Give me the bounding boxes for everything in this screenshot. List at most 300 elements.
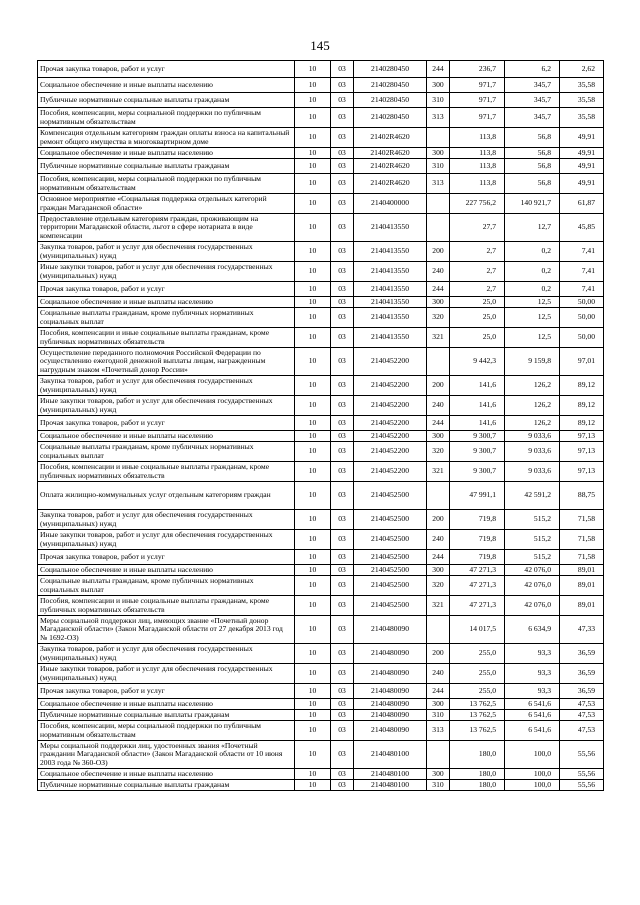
table-row (38, 482, 604, 510)
cell-expense-type: 313 (427, 174, 450, 194)
cell-section: 03 (331, 242, 354, 262)
cell-name: Прочая закупка товаров, работ и услуг (38, 684, 295, 699)
cell-fact: 42 591,2 (505, 482, 560, 510)
cell-plan: 13 762,5 (450, 699, 505, 710)
cell-section: 03 (331, 376, 354, 396)
cell-fact: 345,7 (505, 93, 560, 108)
cell-ved: 10 (295, 644, 331, 664)
cell-expense-type: 200 (427, 644, 450, 664)
cell-fact: 9 033,6 (505, 442, 560, 462)
cell-section: 03 (331, 530, 354, 550)
cell-expense-type: 321 (427, 596, 450, 616)
table-row (38, 376, 604, 396)
cell-expense-type: 300 (427, 78, 450, 93)
cell-expense-type: 200 (427, 510, 450, 530)
cell-section: 03 (331, 328, 354, 348)
cell-ved: 10 (295, 376, 331, 396)
cell-expense-type: 321 (427, 462, 450, 482)
cell-target-article: 2140480100 (354, 780, 427, 791)
cell-expense-type: 240 (427, 396, 450, 416)
cell-fact: 0,2 (505, 242, 560, 262)
cell-section: 03 (331, 308, 354, 328)
table-row (38, 416, 604, 431)
cell-fact: 42 076,0 (505, 596, 560, 616)
cell-expense-type: 240 (427, 262, 450, 282)
cell-name: Прочая закупка товаров, работ и услуг (38, 416, 295, 431)
cell-name: Оплата жилищно-коммунальных услуг отдельным категориям граждан (38, 482, 295, 510)
cell-ved: 10 (295, 482, 331, 510)
cell-name: Социальные выплаты гражданам, кроме публичных нормативных социальных выплат (38, 576, 295, 596)
cell-expense-type: 244 (427, 282, 450, 297)
cell-section: 03 (331, 78, 354, 93)
cell-section: 03 (331, 416, 354, 431)
table-row (38, 710, 604, 721)
cell-name: Публичные нормативные социальные выплаты гражданам (38, 780, 295, 791)
cell-plan: 227 756,2 (450, 194, 505, 214)
cell-ved: 10 (295, 442, 331, 462)
table-row (38, 684, 604, 699)
cell-name: Основное мероприятие «Социальная поддержка отдельных категорий граждан Магаданской области» (38, 194, 295, 214)
cell-percent: 97,01 (560, 348, 604, 376)
table-row (38, 78, 604, 93)
cell-target-article: 2140452200 (354, 396, 427, 416)
cell-ved: 10 (295, 328, 331, 348)
table-row (38, 616, 604, 644)
cell-percent: 36,59 (560, 684, 604, 699)
cell-name: Пособия, компенсации и иные социальные выплаты гражданам, кроме публичных нормативных обязательств (38, 462, 295, 482)
cell-expense-type: 244 (427, 416, 450, 431)
cell-fact: 56,8 (505, 159, 560, 174)
cell-target-article: 2140480090 (354, 699, 427, 710)
cell-target-article: 2140452500 (354, 510, 427, 530)
cell-target-article: 21402R4620 (354, 128, 427, 148)
cell-ved: 10 (295, 741, 331, 769)
cell-target-article: 2140280450 (354, 61, 427, 78)
cell-fact: 56,8 (505, 128, 560, 148)
cell-plan: 13 762,5 (450, 710, 505, 721)
cell-percent: 35,58 (560, 93, 604, 108)
cell-plan: 255,0 (450, 684, 505, 699)
cell-percent: 97,13 (560, 431, 604, 442)
cell-fact: 140 921,7 (505, 194, 560, 214)
cell-fact: 345,7 (505, 78, 560, 93)
table-row (38, 348, 604, 376)
cell-percent: 7,41 (560, 242, 604, 262)
cell-name: Социальное обеспечение и иные выплаты населению (38, 699, 295, 710)
cell-fact: 100,0 (505, 741, 560, 769)
table-row (38, 174, 604, 194)
cell-fact: 100,0 (505, 780, 560, 791)
cell-target-article: 2140452200 (354, 462, 427, 482)
table-row (38, 214, 604, 242)
cell-name: Закупка товаров, работ и услуг для обеспечения государственных (муниципальных) нужд (38, 242, 295, 262)
cell-section: 03 (331, 214, 354, 242)
cell-plan: 113,8 (450, 174, 505, 194)
cell-expense-type: 300 (427, 699, 450, 710)
cell-target-article: 2140480090 (354, 664, 427, 684)
cell-section: 03 (331, 550, 354, 565)
cell-expense-type: 240 (427, 530, 450, 550)
cell-plan: 13 762,5 (450, 721, 505, 741)
cell-section: 03 (331, 616, 354, 644)
cell-name: Прочая закупка товаров, работ и услуг (38, 61, 295, 78)
cell-section: 03 (331, 93, 354, 108)
cell-percent: 61,87 (560, 194, 604, 214)
cell-percent: 49,91 (560, 174, 604, 194)
cell-ved: 10 (295, 530, 331, 550)
cell-percent: 7,41 (560, 262, 604, 282)
cell-plan: 2,7 (450, 282, 505, 297)
cell-target-article: 2140452500 (354, 530, 427, 550)
cell-target-article: 21402R4620 (354, 174, 427, 194)
cell-plan: 719,8 (450, 550, 505, 565)
cell-ved: 10 (295, 616, 331, 644)
cell-expense-type: 320 (427, 308, 450, 328)
cell-target-article: 2140413550 (354, 214, 427, 242)
cell-expense-type: 300 (427, 769, 450, 780)
cell-target-article: 2140480090 (354, 616, 427, 644)
cell-expense-type: 200 (427, 242, 450, 262)
cell-ved: 10 (295, 282, 331, 297)
cell-target-article: 2140480100 (354, 769, 427, 780)
cell-fact: 93,3 (505, 664, 560, 684)
cell-target-article: 2140413550 (354, 262, 427, 282)
cell-fact: 6 541,6 (505, 699, 560, 710)
cell-plan: 25,0 (450, 328, 505, 348)
cell-percent: 71,58 (560, 530, 604, 550)
cell-percent: 49,91 (560, 128, 604, 148)
cell-ved: 10 (295, 78, 331, 93)
cell-percent: 55,56 (560, 741, 604, 769)
table-row (38, 282, 604, 297)
cell-target-article: 2140452500 (354, 565, 427, 576)
cell-name: Социальное обеспечение и иные выплаты населению (38, 769, 295, 780)
cell-section: 03 (331, 684, 354, 699)
cell-target-article: 2140452200 (354, 376, 427, 396)
cell-target-article: 2140452500 (354, 550, 427, 565)
cell-ved: 10 (295, 664, 331, 684)
table-row (38, 442, 604, 462)
cell-name: Публичные нормативные социальные выплаты гражданам (38, 159, 295, 174)
cell-section: 03 (331, 128, 354, 148)
cell-fact: 345,7 (505, 108, 560, 128)
cell-plan: 25,0 (450, 308, 505, 328)
cell-section: 03 (331, 565, 354, 576)
cell-name: Социальное обеспечение и иные выплаты населению (38, 78, 295, 93)
cell-plan: 9 300,7 (450, 462, 505, 482)
cell-section: 03 (331, 462, 354, 482)
cell-section: 03 (331, 576, 354, 596)
cell-expense-type: 300 (427, 297, 450, 308)
cell-fact: 515,2 (505, 510, 560, 530)
table-body (38, 61, 604, 791)
cell-ved: 10 (295, 596, 331, 616)
cell-expense-type (427, 348, 450, 376)
cell-ved: 10 (295, 262, 331, 282)
cell-ved: 10 (295, 308, 331, 328)
cell-name: Публичные нормативные социальные выплаты гражданам (38, 710, 295, 721)
cell-name: Иные закупки товаров, работ и услуг для обеспечения государственных (муниципальных) нужд (38, 396, 295, 416)
cell-percent: 88,75 (560, 482, 604, 510)
cell-percent: 89,12 (560, 416, 604, 431)
cell-target-article: 2140452200 (354, 348, 427, 376)
cell-fact: 6,2 (505, 61, 560, 78)
cell-fact: 126,2 (505, 416, 560, 431)
cell-ved: 10 (295, 565, 331, 576)
cell-expense-type: 313 (427, 108, 450, 128)
budget-table (37, 60, 604, 791)
cell-section: 03 (331, 194, 354, 214)
cell-target-article: 2140413550 (354, 328, 427, 348)
cell-ved: 10 (295, 214, 331, 242)
cell-fact: 42 076,0 (505, 576, 560, 596)
cell-percent: 47,53 (560, 699, 604, 710)
cell-name: Иные закупки товаров, работ и услуг для обеспечения государственных (муниципальных) нужд (38, 262, 295, 282)
cell-section: 03 (331, 348, 354, 376)
table-row (38, 128, 604, 148)
cell-plan: 113,8 (450, 159, 505, 174)
cell-percent: 35,58 (560, 108, 604, 128)
cell-percent: 71,58 (560, 510, 604, 530)
cell-percent: 55,56 (560, 769, 604, 780)
cell-fact: 93,3 (505, 684, 560, 699)
cell-target-article: 21402R4620 (354, 159, 427, 174)
cell-plan: 971,7 (450, 93, 505, 108)
cell-target-article: 2140480090 (354, 684, 427, 699)
cell-plan: 141,6 (450, 396, 505, 416)
cell-expense-type (427, 214, 450, 242)
cell-percent: 50,00 (560, 297, 604, 308)
cell-fact: 9 033,6 (505, 431, 560, 442)
cell-target-article: 2140280450 (354, 78, 427, 93)
table-row (38, 61, 604, 78)
cell-name: Прочая закупка товаров, работ и услуг (38, 550, 295, 565)
cell-ved: 10 (295, 550, 331, 565)
cell-expense-type (427, 482, 450, 510)
cell-fact: 12,5 (505, 308, 560, 328)
cell-fact: 126,2 (505, 376, 560, 396)
cell-expense-type: 310 (427, 159, 450, 174)
table-row (38, 550, 604, 565)
cell-target-article: 2140452200 (354, 431, 427, 442)
cell-percent: 97,13 (560, 462, 604, 482)
cell-section: 03 (331, 431, 354, 442)
cell-percent: 49,91 (560, 159, 604, 174)
cell-target-article: 2140452500 (354, 576, 427, 596)
table-row (38, 396, 604, 416)
table-row (38, 148, 604, 159)
cell-percent: 89,01 (560, 596, 604, 616)
cell-plan: 2,7 (450, 262, 505, 282)
cell-target-article: 2140413550 (354, 297, 427, 308)
table-row (38, 308, 604, 328)
table-row (38, 644, 604, 664)
cell-ved: 10 (295, 194, 331, 214)
table-row (38, 741, 604, 769)
cell-ved: 10 (295, 297, 331, 308)
cell-name: Пособия, компенсации и иные социальные выплаты гражданам, кроме публичных нормативных обязательств (38, 596, 295, 616)
cell-section: 03 (331, 482, 354, 510)
cell-section: 03 (331, 297, 354, 308)
cell-ved: 10 (295, 780, 331, 791)
cell-fact: 515,2 (505, 550, 560, 565)
cell-plan: 180,0 (450, 769, 505, 780)
table-row (38, 242, 604, 262)
cell-ved: 10 (295, 396, 331, 416)
cell-expense-type: 244 (427, 61, 450, 78)
page-number: 145 (310, 38, 330, 53)
cell-section: 03 (331, 61, 354, 78)
cell-expense-type: 321 (427, 328, 450, 348)
cell-target-article: 21402R4620 (354, 148, 427, 159)
cell-name: Публичные нормативные социальные выплаты гражданам (38, 93, 295, 108)
cell-ved: 10 (295, 93, 331, 108)
table-row (38, 780, 604, 791)
cell-plan: 113,8 (450, 128, 505, 148)
cell-name: Пособия, компенсации, меры социальной поддержки по публичным нормативным обязательствам (38, 174, 295, 194)
cell-plan: 255,0 (450, 664, 505, 684)
cell-fact: 6 541,6 (505, 710, 560, 721)
cell-target-article: 2140452500 (354, 596, 427, 616)
cell-expense-type: 244 (427, 550, 450, 565)
cell-name: Осуществление переданного полномочия Российской Федерации по осуществлению ежегодной денежной выплаты лицам, награжденным нагрудным знаком «Почетный донор России» (38, 348, 295, 376)
cell-plan: 141,6 (450, 416, 505, 431)
cell-percent: 89,01 (560, 576, 604, 596)
cell-fact: 42 076,0 (505, 565, 560, 576)
cell-expense-type: 320 (427, 576, 450, 596)
cell-name: Пособия, компенсации, меры социальной поддержки по публичным нормативным обязательствам (38, 108, 295, 128)
cell-target-article: 2140413550 (354, 282, 427, 297)
cell-name: Социальное обеспечение и иные выплаты населению (38, 565, 295, 576)
cell-plan: 47 271,3 (450, 565, 505, 576)
cell-target-article: 2140480090 (354, 710, 427, 721)
cell-ved: 10 (295, 721, 331, 741)
cell-expense-type: 300 (427, 148, 450, 159)
table-row (38, 194, 604, 214)
cell-target-article: 2140480090 (354, 644, 427, 664)
cell-section: 03 (331, 780, 354, 791)
cell-plan: 971,7 (450, 78, 505, 93)
cell-name: Компенсация отдельным категориям граждан оплаты взноса на капитальный ремонт общего имущества в многоквартирном доме (38, 128, 295, 148)
cell-fact: 515,2 (505, 530, 560, 550)
cell-plan: 971,7 (450, 108, 505, 128)
cell-name: Меры социальной поддержки лиц, имеющих звание «Почетный донор Магаданской области» (Закон Магаданской области от 27 декабря 2013 год № 1692-ОЗ) (38, 616, 295, 644)
cell-target-article: 2140480090 (354, 721, 427, 741)
cell-percent: 50,00 (560, 308, 604, 328)
cell-section: 03 (331, 721, 354, 741)
cell-percent: 55,56 (560, 780, 604, 791)
cell-expense-type: 310 (427, 710, 450, 721)
cell-plan: 719,8 (450, 510, 505, 530)
cell-expense-type (427, 128, 450, 148)
cell-fact: 6 541,6 (505, 721, 560, 741)
cell-target-article: 2140452500 (354, 482, 427, 510)
cell-percent: 89,12 (560, 376, 604, 396)
cell-expense-type: 300 (427, 565, 450, 576)
table-row (38, 297, 604, 308)
cell-expense-type (427, 741, 450, 769)
table-row (38, 93, 604, 108)
cell-ved: 10 (295, 348, 331, 376)
cell-ved: 10 (295, 61, 331, 78)
cell-section: 03 (331, 510, 354, 530)
table-row (38, 159, 604, 174)
cell-expense-type: 244 (427, 684, 450, 699)
cell-percent: 47,53 (560, 721, 604, 741)
table-row (38, 769, 604, 780)
cell-plan: 14 017,5 (450, 616, 505, 644)
cell-name: Прочая закупка товаров, работ и услуг (38, 282, 295, 297)
cell-expense-type (427, 194, 450, 214)
cell-name: Социальные выплаты гражданам, кроме публичных нормативных социальных выплат (38, 308, 295, 328)
cell-name: Социальное обеспечение и иные выплаты населению (38, 431, 295, 442)
cell-name: Закупка товаров, работ и услуг для обеспечения государственных (муниципальных) нужд (38, 510, 295, 530)
cell-section: 03 (331, 664, 354, 684)
table-row (38, 565, 604, 576)
cell-percent: 2,62 (560, 61, 604, 78)
table-row (38, 510, 604, 530)
cell-expense-type: 200 (427, 376, 450, 396)
cell-ved: 10 (295, 684, 331, 699)
cell-fact: 0,2 (505, 282, 560, 297)
cell-target-article: 2140480100 (354, 741, 427, 769)
cell-percent: 36,59 (560, 644, 604, 664)
cell-plan: 25,0 (450, 297, 505, 308)
cell-plan: 47 271,3 (450, 576, 505, 596)
cell-target-article: 2140413550 (354, 308, 427, 328)
cell-target-article: 2140452200 (354, 416, 427, 431)
cell-name: Закупка товаров, работ и услуг для обеспечения государственных (муниципальных) нужд (38, 644, 295, 664)
cell-percent: 71,58 (560, 550, 604, 565)
cell-plan: 180,0 (450, 780, 505, 791)
cell-section: 03 (331, 741, 354, 769)
cell-fact: 9 033,6 (505, 462, 560, 482)
cell-fact: 93,3 (505, 644, 560, 664)
cell-ved: 10 (295, 128, 331, 148)
cell-name: Социальные выплаты гражданам, кроме публичных нормативных социальных выплат (38, 442, 295, 462)
cell-percent: 97,13 (560, 442, 604, 462)
cell-section: 03 (331, 262, 354, 282)
cell-percent: 89,12 (560, 396, 604, 416)
table-row (38, 596, 604, 616)
table-row (38, 576, 604, 596)
cell-percent: 45,85 (560, 214, 604, 242)
cell-section: 03 (331, 282, 354, 297)
cell-percent: 47,53 (560, 710, 604, 721)
cell-ved: 10 (295, 576, 331, 596)
cell-plan: 27,7 (450, 214, 505, 242)
cell-name: Предоставление отдельным категориям граждан, проживающим на территории Магаданской области, льгот в сфере нотариата в виде компенсации (38, 214, 295, 242)
table-row (38, 530, 604, 550)
cell-percent: 35,58 (560, 78, 604, 93)
cell-ved: 10 (295, 431, 331, 442)
cell-ved: 10 (295, 242, 331, 262)
cell-fact: 0,2 (505, 262, 560, 282)
cell-name: Социальное обеспечение и иные выплаты населению (38, 297, 295, 308)
cell-percent: 47,33 (560, 616, 604, 644)
cell-percent: 89,01 (560, 565, 604, 576)
cell-percent: 50,00 (560, 328, 604, 348)
cell-plan: 9 300,7 (450, 431, 505, 442)
cell-fact: 56,8 (505, 174, 560, 194)
cell-section: 03 (331, 710, 354, 721)
cell-expense-type: 300 (427, 431, 450, 442)
cell-target-article: 2140280450 (354, 108, 427, 128)
cell-section: 03 (331, 108, 354, 128)
cell-section: 03 (331, 769, 354, 780)
cell-plan: 255,0 (450, 644, 505, 664)
cell-section: 03 (331, 174, 354, 194)
